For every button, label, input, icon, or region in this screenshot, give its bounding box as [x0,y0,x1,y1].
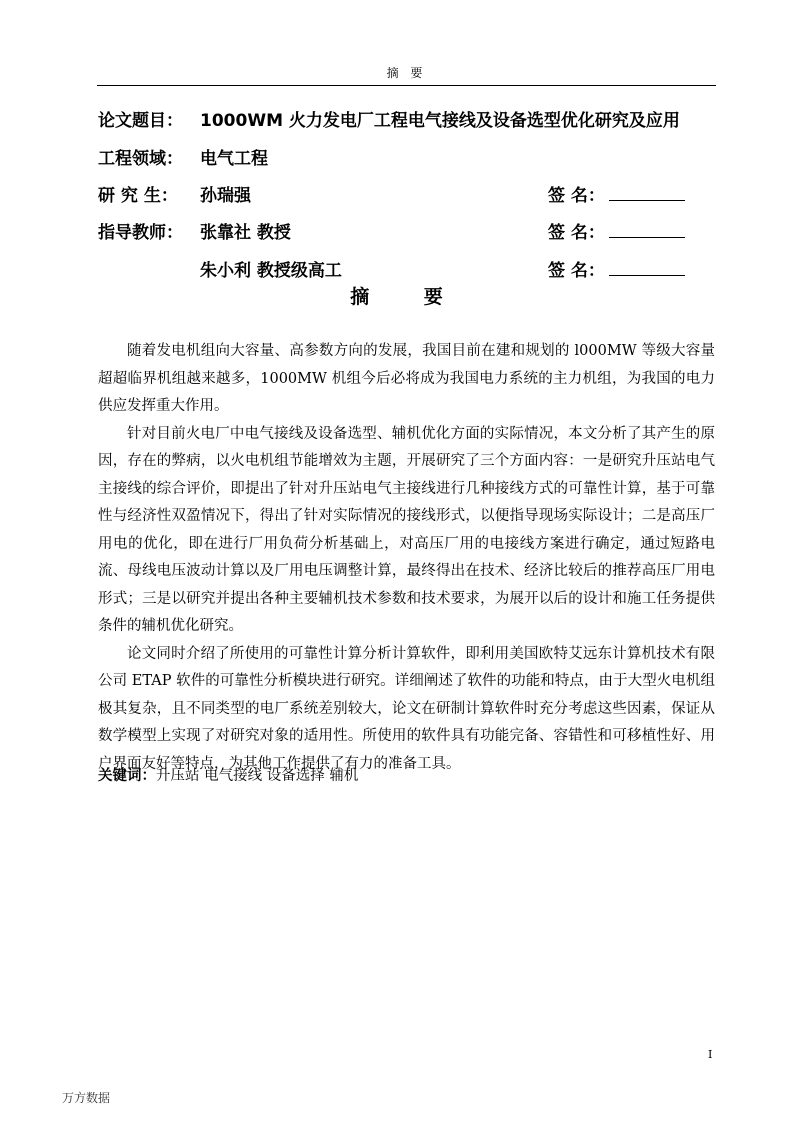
abstract-heading: 摘 要 [350,286,467,308]
researcher-label: 研 究 生： [98,186,178,206]
advisor-label: 指导教师： [98,223,183,243]
advisor2-row [98,256,342,281]
signature-label: 签 名： [548,261,605,281]
researcher-signature [548,181,685,206]
advisor-value: 张靠社 教授 [200,223,291,243]
keywords-value: 升压站 电气接线 设备选择 辅机 [156,768,359,784]
field-value: 电气工程 [200,149,268,169]
keywords-line [98,764,358,785]
running-header: 摘 要 [386,66,427,80]
advisor2-signature [548,256,685,281]
watermark-text: 万方数据 [62,1091,111,1105]
advisor-signature [548,218,685,243]
advisor2-value: 朱小利 教授级高工 [200,261,342,281]
signature-label: 签 名： [548,223,605,243]
field-label: 工程领域： [98,149,183,169]
signature-line [609,263,685,276]
field-row [98,144,268,169]
abstract-paragraph: 随着发电机组向大容量、高参数方向的发展，我国目前在建和规划的 l000MW 等级大容量超超临界机组越来越多，1000MW 机组今后必将成为我国电力系统的主力机组，为我国的电力供应发挥重大作用。 [98,343,715,414]
signature-line [609,225,685,238]
thesis-title-value: 1000WM 火力发电厂工程电气接线及设备选型优化研究及应用 [200,111,680,131]
researcher-row [98,181,251,206]
abstract-paragraph: 针对目前火电厂中电气接线及设备选型、辅机优化方面的实际情况，本文分析了其产生的原因，存在的弊病，以火电机组节能增效为主题，开展研究了三个方面内容：一是研究升压站电气主接线的综合评价，即提出了针对升压站电气主接线进行几种接线方式的可靠性计算，基于可靠性与经济性双盈情况下，得出了针对实际情况的接线形式，以便指导现场实际设计；二是高压厂用电的优化，即在进行厂用负荷分析基础上，对高压厂用的电接线方案进行确定，通过短路电流、母线电压波动计算以及厂用电压调整计算，最终得出在技术、经济比较后的推荐高压厂用电形式；三是以研究并提出各种主要辅机技术参数和技术要求，为展开以后的设计和施工任务提供条件的辅机优化研究。 [98,425,715,634]
advisor-row [98,218,291,243]
abstract-paragraph: 论文同时介绍了所使用的可靠性计算分析计算软件，即利用美国欧特艾远东计算机技术有限公司 ETAP 软件的可靠性分析模块进行研究。详细阐述了软件的功能和特点，由于大型火电机组极其复杂，且不同类型的电厂系统差别较大，论文在研制计算软件时充分考虑这些因素，保证从数学模型上实现了对研究对象的适用性。所使用的软件具有功能完备、容错性和可移植性好、用户界面友好等特点，为其他工作提供了有力的准备工具。 [98,645,715,772]
abstract-body [98,338,715,778]
thesis-title-label: 论文题目： [98,111,183,131]
page-number: I [708,1048,713,1061]
thesis-title-row [98,106,680,131]
header-divider [97,85,716,86]
signature-line [609,188,685,201]
keywords-label: 关键词： [98,768,156,784]
researcher-value: 孙瑞强 [200,186,251,206]
signature-label: 签 名： [548,186,605,206]
